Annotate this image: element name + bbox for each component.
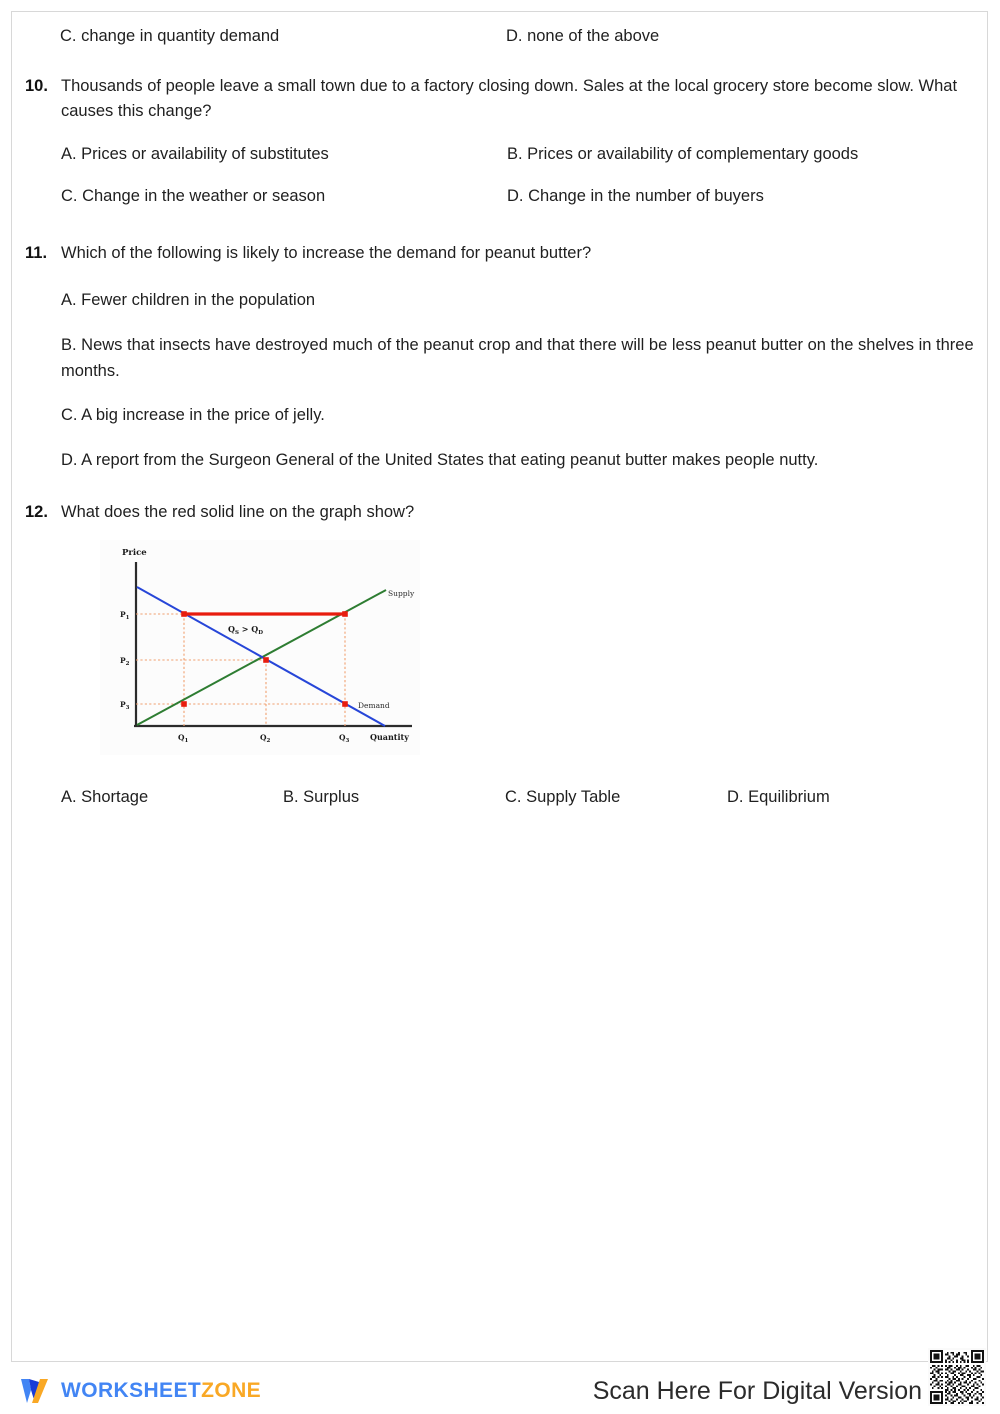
- graph-demand-label: Demand: [358, 700, 390, 710]
- question-11-option-c[interactable]: C. A big increase in the price of jelly.: [61, 406, 325, 425]
- question-10-number: 10.: [25, 76, 48, 95]
- logo-w-mark-icon: [18, 1374, 52, 1408]
- question-12-options-row: [61, 785, 976, 811]
- supply-demand-graph: [100, 540, 420, 755]
- question-12-option-c[interactable]: C. Supply Table: [505, 787, 621, 806]
- graph-x-tick-q1: $Q_1$: [178, 732, 189, 744]
- question-12-option-d[interactable]: D. Equilibrium: [727, 787, 830, 806]
- carryover-option-row: [60, 24, 976, 50]
- question-10-option-a[interactable]: A. Prices or availability of substitutes: [61, 144, 329, 163]
- worksheet-zone-logo[interactable]: [18, 1372, 261, 1410]
- option-d-carryover: D. none of the above: [506, 27, 660, 45]
- question-10-option-b[interactable]: B. Prices or availability of complementary goods: [507, 144, 859, 163]
- option-c-carryover: C. change in quantity demand: [60, 27, 280, 45]
- graph-x-tick-q2: $Q_2$: [260, 732, 271, 744]
- question-12-number: 12.: [25, 503, 48, 522]
- question-11: [24, 241, 976, 473]
- qr-code[interactable]: [928, 1348, 986, 1406]
- scan-here-text: Scan Here For Digital Version: [592, 1377, 922, 1405]
- question-11-text: Which of the following is likely to increase the demand for peanut butter?: [61, 243, 592, 262]
- page-footer: [0, 1368, 1000, 1414]
- question-11-option-d[interactable]: D. A report from the Surgeon General of the United States that eating peanut butter makes people nutty.: [61, 450, 819, 469]
- worksheet-content: [24, 18, 976, 810]
- logo-text-worksheet: WORKSHEET: [61, 1379, 202, 1402]
- question-12-option-b[interactable]: B. Surplus: [283, 787, 360, 806]
- question-10-text: Thousands of people leave a small town due to a factory closing down. Sales at the local grocery store become slow. What causes this change?: [61, 76, 958, 121]
- question-12: [24, 500, 976, 810]
- graph-supply-label: Supply: [388, 588, 415, 598]
- graph-y-tick-p1: $P_1$: [120, 609, 130, 621]
- graph-y-tick-p3: $P_3$: [120, 699, 130, 711]
- graph-x-tick-q3: $Q_3$: [339, 732, 350, 744]
- graph-x-axis-label: Quantity: [370, 731, 409, 742]
- question-10-option-d[interactable]: D. Change in the number of buyers: [507, 187, 764, 206]
- question-11-option-a[interactable]: A. Fewer children in the population: [61, 291, 316, 310]
- question-10: [24, 74, 976, 210]
- question-11-option-b[interactable]: B. News that insects have destroyed much of the peanut crop and that there will be less peanut butter on the shelves in three months.: [61, 335, 974, 380]
- graph-annotation-surplus: $Q_S > Q_D$: [228, 623, 263, 636]
- question-10-options-row-1: [61, 142, 976, 168]
- question-11-number: 11.: [25, 243, 48, 262]
- question-12-text: What does the red solid line on the graph show?: [61, 503, 415, 522]
- graph-y-tick-p2: $P_2$: [120, 655, 130, 667]
- graph-y-axis-label: Price: [122, 547, 147, 558]
- question-10-option-c[interactable]: C. Change in the weather or season: [61, 187, 326, 206]
- logo-wordmark: [61, 1379, 261, 1403]
- question-10-options-row-2: [61, 184, 976, 210]
- logo-text-zone: ZONE: [201, 1379, 262, 1402]
- question-12-option-a[interactable]: A. Shortage: [61, 787, 149, 806]
